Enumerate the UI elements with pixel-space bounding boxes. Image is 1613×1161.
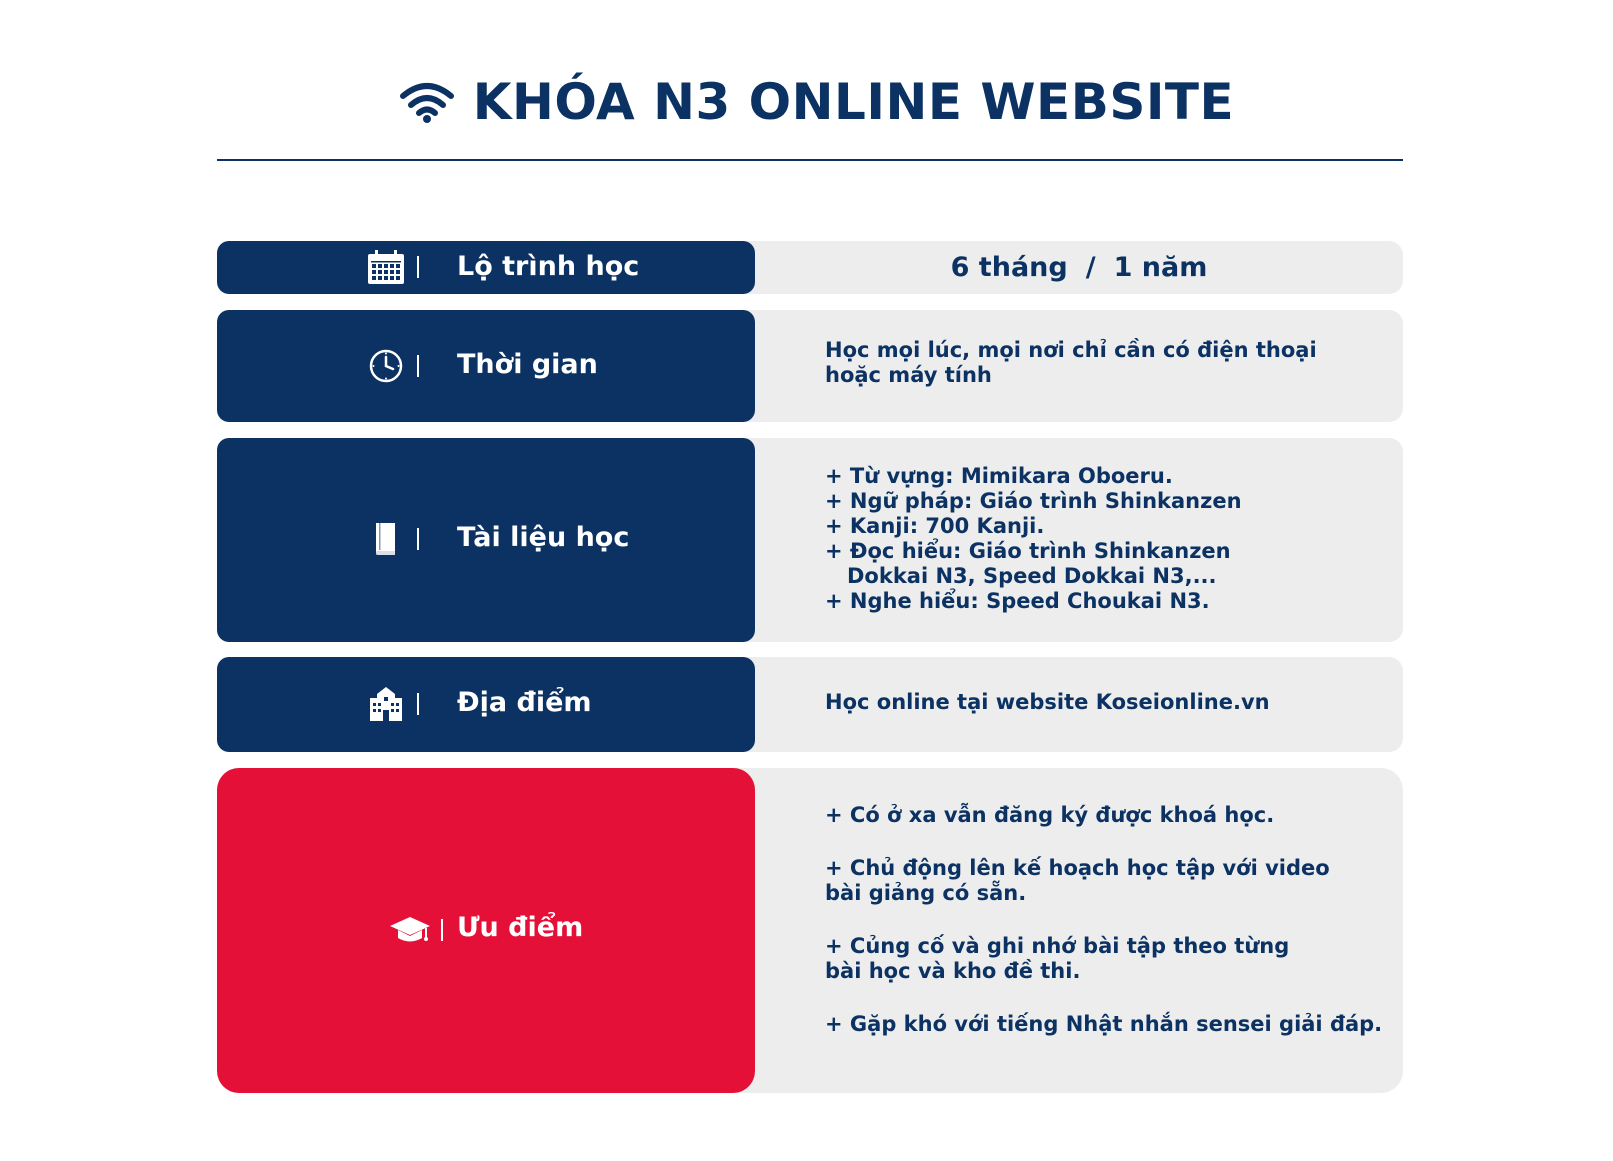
roadmap-values: [755, 241, 1403, 294]
advantage-line: + Gặp khó với tiếng Nhật nhắn sensei giải đáp.: [825, 1012, 1383, 1036]
materials-line: + Đọc hiểu: Giáo trình Shinkanzen: [825, 539, 1231, 563]
materials-line: + Nghe hiểu: Speed Choukai N3.: [825, 589, 1210, 613]
header-inner: [399, 73, 1234, 131]
advantage-line: + Có ở xa vẫn đăng ký được khoá học.: [825, 803, 1275, 827]
row-materials-label-box: [217, 438, 755, 642]
row-location-content: [825, 690, 1383, 715]
book-icon: [367, 520, 405, 558]
label-separator: [441, 919, 443, 941]
label-separator: [417, 256, 419, 278]
materials-line: + Kanji: 700 Kanji.: [825, 514, 1045, 538]
row-advantages-label: Ưu điểm: [457, 912, 584, 943]
roadmap-value-6-months: 6 tháng: [950, 252, 1068, 283]
materials-line: + Từ vựng: Mimikara Oboeru.: [825, 464, 1173, 488]
clock-icon: [367, 347, 405, 385]
row-time-label: Thời gian: [457, 349, 598, 380]
row-time: [217, 310, 1403, 422]
advantage-line: + Củng cố và ghi nhớ bài tập theo từng: [825, 934, 1290, 958]
row-materials: [217, 438, 1403, 642]
row-advantages: [217, 768, 1403, 1093]
page-header: [0, 62, 1613, 142]
page-title: KHÓA N3 ONLINE WEBSITE: [472, 73, 1235, 131]
header-divider: [217, 159, 1403, 161]
row-advantages-label-box: [217, 768, 755, 1093]
row-time-label-box: [217, 310, 755, 422]
row-location-label: Địa điểm: [457, 687, 592, 718]
location-line: Học online tại website Koseionline.vn: [825, 690, 1270, 714]
row-materials-label: Tài liệu học: [457, 522, 630, 553]
advantage-item: [825, 856, 1383, 906]
time-line: hoặc máy tính: [825, 363, 992, 387]
label-separator: [417, 528, 419, 550]
calendar-icon: [367, 248, 405, 286]
row-location-label-box: [217, 657, 755, 752]
advantage-item: [825, 803, 1383, 828]
materials-line: Dokkai N3, Speed Dokkai N3,...: [847, 564, 1217, 588]
roadmap-value-1-year: 1 năm: [1113, 252, 1208, 283]
label-separator: [417, 355, 419, 377]
row-roadmap-label-box: [217, 241, 755, 294]
wifi-icon: [399, 80, 455, 124]
advantage-line: + Chủ động lên kế hoạch học tập với video: [825, 856, 1330, 880]
row-advantages-content: [825, 803, 1383, 1037]
row-roadmap-label: Lộ trình học: [457, 251, 640, 282]
time-line: Học mọi lúc, mọi nơi chỉ cần có điện thoại: [825, 338, 1317, 362]
row-materials-content: [825, 464, 1383, 614]
building-icon: [367, 685, 405, 723]
advantage-line: bài giảng có sẵn.: [825, 881, 1027, 905]
row-roadmap: [217, 241, 1403, 294]
roadmap-separator: /: [1085, 252, 1096, 283]
graduation-cap-icon: [389, 911, 431, 949]
advantage-line: bài học và kho đề thi.: [825, 959, 1081, 983]
materials-line: + Ngữ pháp: Giáo trình Shinkanzen: [825, 489, 1242, 513]
label-separator: [417, 693, 419, 715]
advantage-item: [825, 1012, 1383, 1037]
row-time-content: [825, 338, 1383, 388]
advantage-item: [825, 934, 1383, 984]
row-location: [217, 657, 1403, 752]
